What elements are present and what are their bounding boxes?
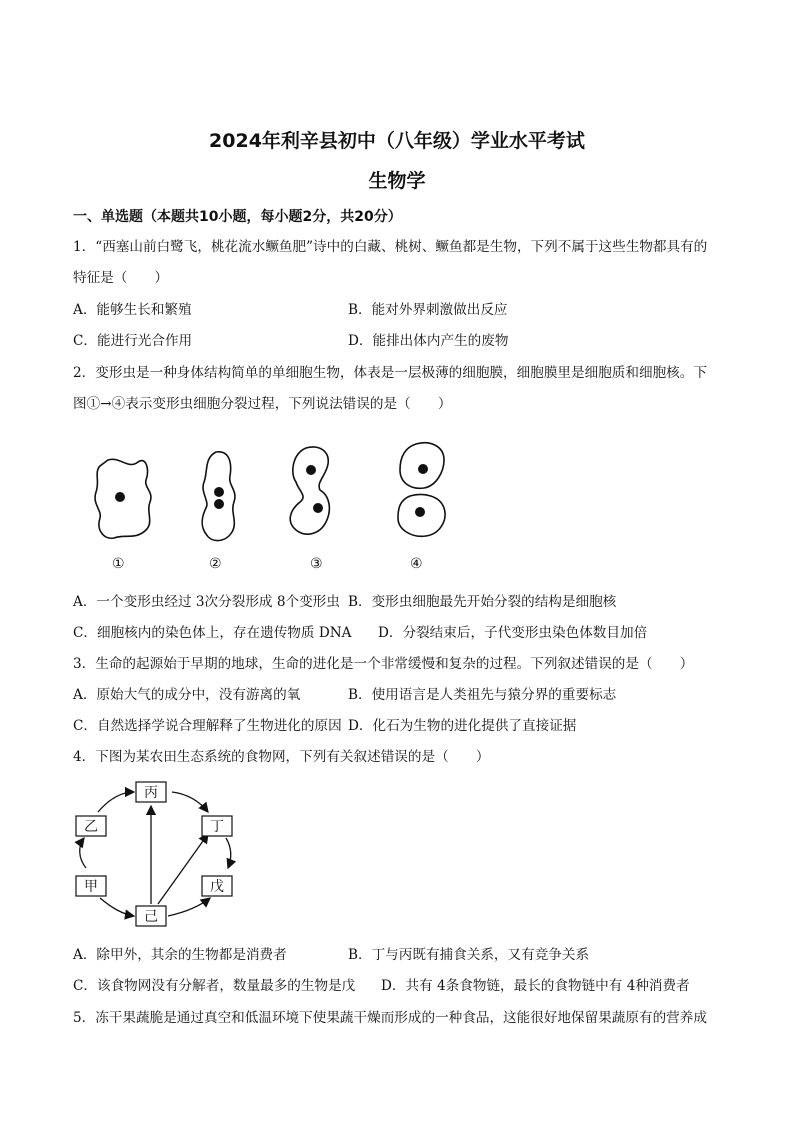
amoeba-nucleus-3a <box>306 465 316 475</box>
node-jia-label: 甲 <box>84 879 98 895</box>
amoeba-nucleus-3b <box>313 503 323 513</box>
q3-option-a: A．原始大气的成分中，没有游离的氧 <box>73 687 301 703</box>
node-ji-label: 己 <box>144 909 158 925</box>
amoeba-nucleus-2a <box>214 487 224 497</box>
q4-option-b: B．丁与丙既有捕食关系，又有竞争关系 <box>348 947 590 963</box>
q4-stem: 4．下图为某农田生态系统的食物网，下列有关叙述错误的是（ ） <box>73 749 490 765</box>
q1-option-a: A．能够生长和繁殖 <box>73 302 192 318</box>
q1-option-b: B．能对外界刺激做出反应 <box>348 302 508 318</box>
amoeba-nucleus-4a <box>418 464 428 474</box>
figure-label-3: ③ <box>310 556 323 572</box>
arrow-ji-wu <box>168 898 210 916</box>
figure-label-2: ② <box>209 556 222 572</box>
q3-option-c: C．自然选择学说合理解释了生物进化的原因 <box>73 718 342 734</box>
q5-stem-line1: 5．冻干果蔬脆是通过真空和低温环境下使果蔬干燥而形成的一种食品，这能很好地保留果蔬原有的营养成 <box>73 1010 707 1026</box>
q1-stem-line1: 1．“西塞山前白鹭飞，桃花流水鳜鱼肥”诗中的白藏、桃树、鳜鱼都是生物，下列不属于这些生物都具有的 <box>73 239 708 255</box>
q2-stem-line2: 图①→④表示变形虫细胞分裂过程，下列说法错误的是（ ） <box>73 396 452 412</box>
amoeba-cell-3 <box>290 447 329 534</box>
food-web-diagram <box>70 780 250 930</box>
q2-option-d: D．分裂结束后，子代变形虫染色体数目加倍 <box>378 625 648 641</box>
arrow-jia-ji <box>100 898 134 916</box>
arrow-ji-ding <box>158 834 208 904</box>
q4-option-d: D．共有 4条食物链，最长的食物链中有 4种消费者 <box>381 978 690 994</box>
q4-option-c: C．该食物网没有分解者，数量最多的生物是戊 <box>73 978 356 994</box>
arrow-ding-wu <box>226 838 231 868</box>
exam-title: 2024年利辛县初中（八年级）学业水平考试 <box>209 130 585 152</box>
q1-option-d: D．能排出体内产生的废物 <box>348 333 509 349</box>
node-bing-label: 丙 <box>144 785 158 801</box>
node-wu-label: 戊 <box>210 879 224 895</box>
q2-option-a: A．一个变形虫经过 3次分裂形成 8个变形虫 <box>73 594 340 610</box>
figure-label-4: ④ <box>410 556 423 572</box>
q3-stem: 3．生命的起源始于早期的地球，生命的进化是一个非常缓慢和复杂的过程。下列叙述错误的是（ ） <box>73 656 694 672</box>
amoeba-division-figure <box>80 430 480 580</box>
q3-option-d: D．化石为生物的进化提供了直接证据 <box>348 718 577 734</box>
exam-subject: 生物学 <box>368 170 426 192</box>
amoeba-nucleus-1 <box>115 492 125 502</box>
arrow-bing-ding <box>172 792 208 812</box>
arrow-yi-bing <box>98 792 134 812</box>
q4-option-a: A．除甲外，其余的生物都是消费者 <box>73 947 287 963</box>
q2-option-c: C．细胞核内的染色体上，存在遗传物质 DNA <box>73 625 352 641</box>
amoeba-nucleus-2b <box>214 499 224 509</box>
arrow-jia-yi <box>80 838 86 868</box>
figure-label-1: ① <box>112 556 125 572</box>
q1-option-c: C．能进行光合作用 <box>73 333 193 349</box>
node-ding-label: 丁 <box>210 819 224 835</box>
node-yi-label: 乙 <box>84 819 98 835</box>
q2-stem-line1: 2．变形虫是一种身体结构简单的单细胞生物，体表是一层极薄的细胞膜，细胞膜里是细胞质和细胞核。下 <box>73 365 707 381</box>
q2-option-b: B．变形虫细胞最先开始分裂的结构是细胞核 <box>348 594 617 610</box>
amoeba-nucleus-4b <box>415 507 425 517</box>
q1-stem-line2: 特征是（ ） <box>73 270 169 286</box>
q3-option-b: B．使用语言是人类祖先与猿分界的重要标志 <box>348 687 617 703</box>
section-heading: 一、单选题（本题共10小题，每小题2分，共20分） <box>73 209 402 225</box>
